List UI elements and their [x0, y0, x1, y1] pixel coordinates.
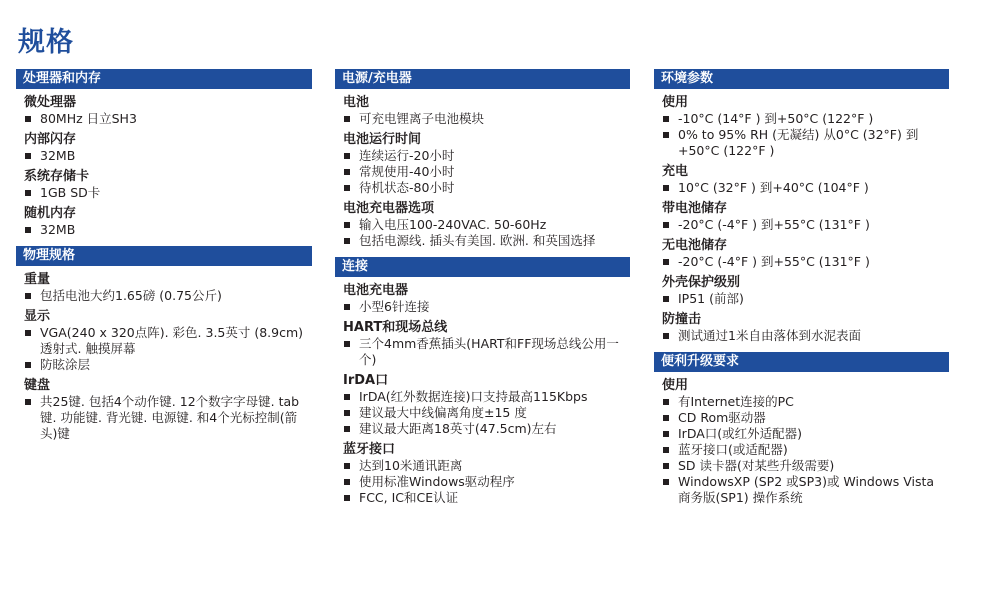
spec-item: [343, 233, 630, 249]
square-bullet-icon: [343, 458, 359, 474]
spec-group: [16, 377, 312, 442]
spec-group-title: 微处理器: [24, 95, 77, 110]
square-bullet-icon: [662, 410, 678, 426]
square-bullet-icon: [24, 357, 40, 373]
spec-group: [654, 237, 949, 270]
square-bullet-icon: [343, 336, 359, 368]
spec-group-title: 内部闪存: [24, 132, 77, 147]
spec-item: [343, 421, 630, 437]
spec-group: [16, 168, 312, 201]
spec-item-text: 共25键. 包括4个动作键. 12个数字字母键. tab键. 功能键. 背光键. 电源键. 和4个光标控制(箭头)键: [40, 394, 300, 441]
spec-item-text: 包括电源线. 插头有美国. 欧洲. 和英国选择: [359, 233, 596, 248]
spec-group: [16, 308, 312, 373]
square-bullet-icon: [662, 394, 678, 410]
spec-group-title: 外壳保护级别: [662, 275, 741, 290]
column-3: [654, 69, 949, 514]
spec-section: [654, 69, 949, 344]
spec-item-text: 包括电池大约1.65磅 (0.75公斤): [40, 288, 222, 303]
spec-item: [24, 394, 312, 442]
section-header: 处理器和内存: [16, 69, 312, 89]
section-header: 环境参数: [654, 69, 949, 89]
spec-item-text: 防眩涂层: [40, 357, 91, 372]
spec-group-title: 带电池储存: [662, 201, 728, 216]
spec-item-text: 建议最大中线偏离角度±15 度: [359, 405, 527, 420]
spec-item: [662, 394, 949, 410]
spec-item-text: -10°C (14°F ) 到+50°C (122°F ): [678, 111, 874, 126]
spec-item-text: 待机状态-80小时: [359, 180, 455, 195]
spec-item: [343, 299, 630, 315]
spec-item-text: FCC, IC和CE认证: [359, 490, 459, 505]
spec-item: [662, 111, 949, 127]
spec-item-text: 可充电锂离子电池模块: [359, 111, 485, 126]
square-bullet-icon: [662, 442, 678, 458]
square-bullet-icon: [662, 458, 678, 474]
spec-item: [343, 474, 630, 490]
section-header: 便利升级要求: [654, 352, 949, 372]
spec-item-text: 蓝牙接口(或适配器): [678, 442, 788, 457]
spec-section: [335, 257, 630, 506]
spec-section: [16, 246, 312, 442]
square-bullet-icon: [343, 421, 359, 437]
square-bullet-icon: [662, 217, 678, 233]
spec-item: [24, 148, 312, 164]
spec-item-text: 0% to 95% RH (无凝结) 从0°C (32°F) 到+50°C (122°F ): [678, 127, 919, 158]
spec-item: [343, 336, 630, 368]
spec-group: [335, 319, 630, 368]
spec-item-text: VGA(240 x 320点阵). 彩色. 3.5英寸 (8.9cm) 透射式. 触摸屏幕: [40, 325, 304, 356]
spec-item-text: 常规使用-40小时: [359, 164, 455, 179]
spec-item-text: IrDA(红外数据连接)口支持最高115Kbps: [359, 389, 588, 404]
square-bullet-icon: [662, 180, 678, 196]
square-bullet-icon: [24, 111, 40, 127]
spec-group: [16, 271, 312, 304]
section-header: 连接: [335, 257, 630, 277]
square-bullet-icon: [343, 490, 359, 506]
spec-item: [343, 111, 630, 127]
square-bullet-icon: [343, 299, 359, 315]
spec-item: [662, 254, 949, 270]
square-bullet-icon: [24, 288, 40, 304]
spec-item: [24, 325, 312, 357]
square-bullet-icon: [662, 291, 678, 307]
spec-item-text: IP51 (前部): [678, 291, 744, 306]
spec-group-title: 使用: [662, 378, 689, 393]
spec-group: [16, 205, 312, 238]
square-bullet-icon: [343, 111, 359, 127]
spec-group: [654, 94, 949, 159]
square-bullet-icon: [343, 389, 359, 405]
spec-item-text: 使用标准Windows驱动程序: [359, 474, 515, 489]
spec-item: [24, 222, 312, 238]
spec-group: [654, 274, 949, 307]
spec-item-text: -20°C (-4°F ) 到+55°C (131°F ): [678, 254, 870, 269]
spec-group: [335, 372, 630, 437]
spec-item-text: 输入电压100-240VAC. 50-60Hz: [359, 217, 547, 232]
spec-item: [662, 127, 949, 159]
spec-item-text: -20°C (-4°F ) 到+55°C (131°F ): [678, 217, 870, 232]
spec-section: [335, 69, 630, 249]
square-bullet-icon: [343, 180, 359, 196]
spec-item: [662, 180, 949, 196]
spec-item: [662, 474, 949, 506]
spec-group-title: 电池充电器: [343, 283, 409, 298]
spec-item-text: 32MB: [40, 148, 76, 163]
spec-section: [16, 69, 312, 238]
square-bullet-icon: [24, 222, 40, 238]
square-bullet-icon: [662, 111, 678, 127]
square-bullet-icon: [343, 217, 359, 233]
spec-group: [335, 441, 630, 506]
spec-item: [343, 405, 630, 421]
page-title: 规格: [18, 27, 74, 58]
spec-group: [654, 377, 949, 506]
spec-item: [24, 185, 312, 201]
spec-group-title: 键盘: [24, 378, 51, 393]
spec-item-text: 测试通过1米自由落体到水泥表面: [678, 328, 861, 343]
spec-item-text: 1GB SD卡: [40, 185, 101, 200]
spec-item-text: WindowsXP (SP2 或SP3)或 Windows Vista 商务版(SP1) 操作系统: [678, 474, 935, 505]
spec-group: [335, 131, 630, 196]
spec-item-text: 10°C (32°F ) 到+40°C (104°F ): [678, 180, 869, 195]
spec-group-title: 防撞击: [662, 312, 702, 327]
square-bullet-icon: [343, 474, 359, 490]
spec-item: [24, 111, 312, 127]
spec-item-text: 建议最大距离18英寸(47.5cm)左右: [359, 421, 557, 436]
spec-group-title: 重量: [24, 272, 51, 287]
spec-group: [335, 282, 630, 315]
spec-item: [343, 217, 630, 233]
spec-group-title: 充电: [662, 164, 689, 179]
square-bullet-icon: [662, 328, 678, 344]
square-bullet-icon: [343, 233, 359, 249]
spec-group-title: IrDA口: [343, 373, 389, 388]
spec-group: [16, 94, 312, 127]
spec-item-text: SD 读卡器(对某些升级需要): [678, 458, 835, 473]
spec-item: [343, 180, 630, 196]
spec-item-text: 小型6针连接: [359, 299, 430, 314]
spec-group: [16, 131, 312, 164]
spec-group-title: 随机内存: [24, 206, 77, 221]
square-bullet-icon: [24, 325, 40, 357]
square-bullet-icon: [343, 148, 359, 164]
spec-item-text: 有Internet连接的PC: [678, 394, 794, 409]
spec-item-text: CD Rom驱动器: [678, 410, 766, 425]
section-header: 电源/充电器: [335, 69, 630, 89]
spec-section: [654, 352, 949, 506]
square-bullet-icon: [343, 164, 359, 180]
section-header: 物理规格: [16, 246, 312, 266]
spec-group-title: 使用: [662, 95, 689, 110]
spec-group: [654, 163, 949, 196]
spec-group-title: 系统存储卡: [24, 169, 90, 184]
spec-item: [343, 164, 630, 180]
spec-item-text: 80MHz 日立SH3: [40, 111, 137, 126]
square-bullet-icon: [662, 426, 678, 442]
spec-item: [343, 389, 630, 405]
spec-item-text: 达到10米通讯距离: [359, 458, 463, 473]
spec-item: [343, 148, 630, 164]
square-bullet-icon: [24, 148, 40, 164]
spec-item: [343, 458, 630, 474]
spec-item: [343, 490, 630, 506]
square-bullet-icon: [24, 394, 40, 442]
square-bullet-icon: [662, 254, 678, 270]
square-bullet-icon: [343, 405, 359, 421]
spec-group-title: 电池运行时间: [343, 132, 422, 147]
spec-item-text: IrDA口(或红外适配器): [678, 426, 803, 441]
spec-item: [662, 291, 949, 307]
spec-item: [662, 426, 949, 442]
spec-group-title: 显示: [24, 309, 51, 324]
square-bullet-icon: [662, 474, 678, 506]
spec-item: [662, 410, 949, 426]
column-1: [16, 69, 312, 450]
square-bullet-icon: [24, 185, 40, 201]
spec-group: [335, 94, 630, 127]
spec-group: [654, 311, 949, 344]
spec-item: [662, 458, 949, 474]
spec-group-title: 电池充电器选项: [343, 201, 435, 216]
square-bullet-icon: [662, 127, 678, 159]
spec-item-text: 三个4mm香蕉插头(HART和FF现场总线公用一个): [359, 336, 619, 367]
spec-item: [662, 442, 949, 458]
spec-group: [654, 200, 949, 233]
spec-group: [335, 200, 630, 249]
column-2: [335, 69, 630, 514]
spec-item-text: 32MB: [40, 222, 76, 237]
spec-group-title: 电池: [343, 95, 370, 110]
spec-item: [24, 357, 312, 373]
spec-group-title: 蓝牙接口: [343, 442, 396, 457]
spec-item: [24, 288, 312, 304]
spec-item: [662, 328, 949, 344]
spec-item: [662, 217, 949, 233]
spec-group-title: HART和现场总线: [343, 320, 448, 335]
spec-group-title: 无电池储存: [662, 238, 728, 253]
spec-item-text: 连续运行-20小时: [359, 148, 455, 163]
